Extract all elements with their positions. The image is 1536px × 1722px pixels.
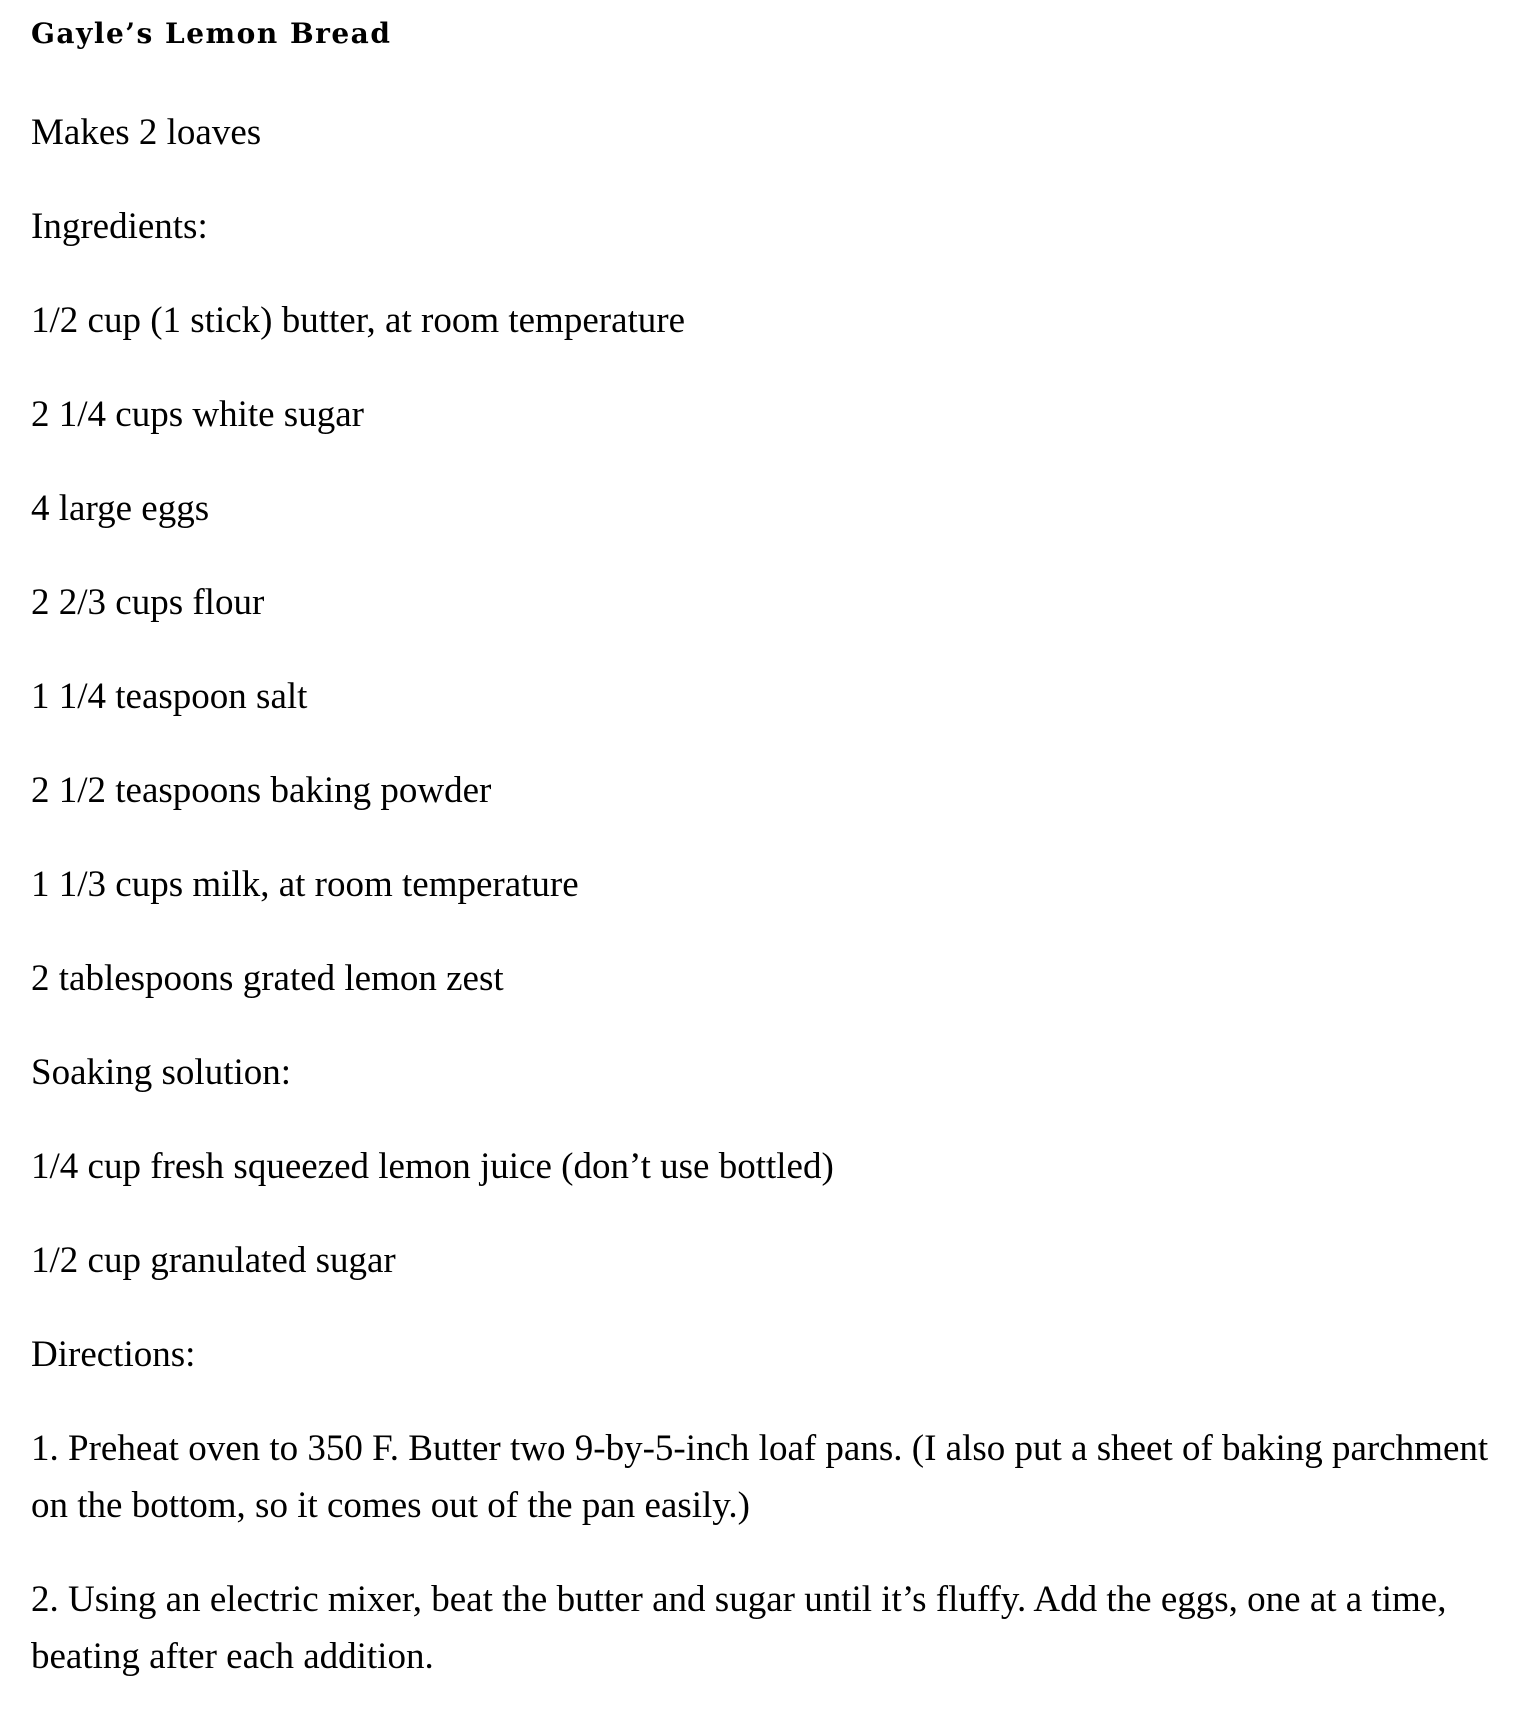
ingredient-item: 2 tablespoons grated lemon zest	[31, 958, 504, 999]
soaking-heading: Soaking solution:	[31, 1052, 292, 1093]
ingredient-item: 1/2 cup (1 stick) butter, at room temperature	[31, 300, 686, 341]
directions-heading: Directions:	[31, 1334, 196, 1375]
recipe-title: Gayle’s Lemon Bread	[31, 17, 392, 50]
ingredients-heading: Ingredients:	[31, 206, 208, 247]
soaking-list	[31, 1138, 1511, 1289]
ingredients-list	[31, 292, 1511, 1007]
recipe-document	[31, 14, 1511, 1722]
ingredient-item: 2 1/4 cups white sugar	[31, 394, 364, 435]
direction-step: 2. Using an electric mixer, beat the butter and sugar until it’s fluffy. Add the eggs, one at a time, beating after each addition.	[31, 1579, 1447, 1677]
ingredient-item: 1 1/3 cups milk, at room temperature	[31, 864, 579, 905]
ingredient-item: 2 2/3 cups flour	[31, 582, 265, 623]
directions-list	[31, 1420, 1511, 1685]
direction-step: 1. Preheat oven to 350 F. Butter two 9-by-5-inch loaf pans. (I also put a sheet of baking parchment on the bottom, so it comes out of the pan easily.)	[31, 1428, 1489, 1526]
soaking-item: 1/2 cup granulated sugar	[31, 1240, 396, 1281]
soaking-item: 1/4 cup fresh squeezed lemon juice (don’t use bottled)	[31, 1146, 834, 1187]
ingredient-item: 1 1/4 teaspoon salt	[31, 676, 308, 717]
ingredient-item: 2 1/2 teaspoons baking powder	[31, 770, 492, 811]
recipe-yield: Makes 2 loaves	[31, 112, 262, 153]
ingredient-item: 4 large eggs	[31, 488, 210, 529]
